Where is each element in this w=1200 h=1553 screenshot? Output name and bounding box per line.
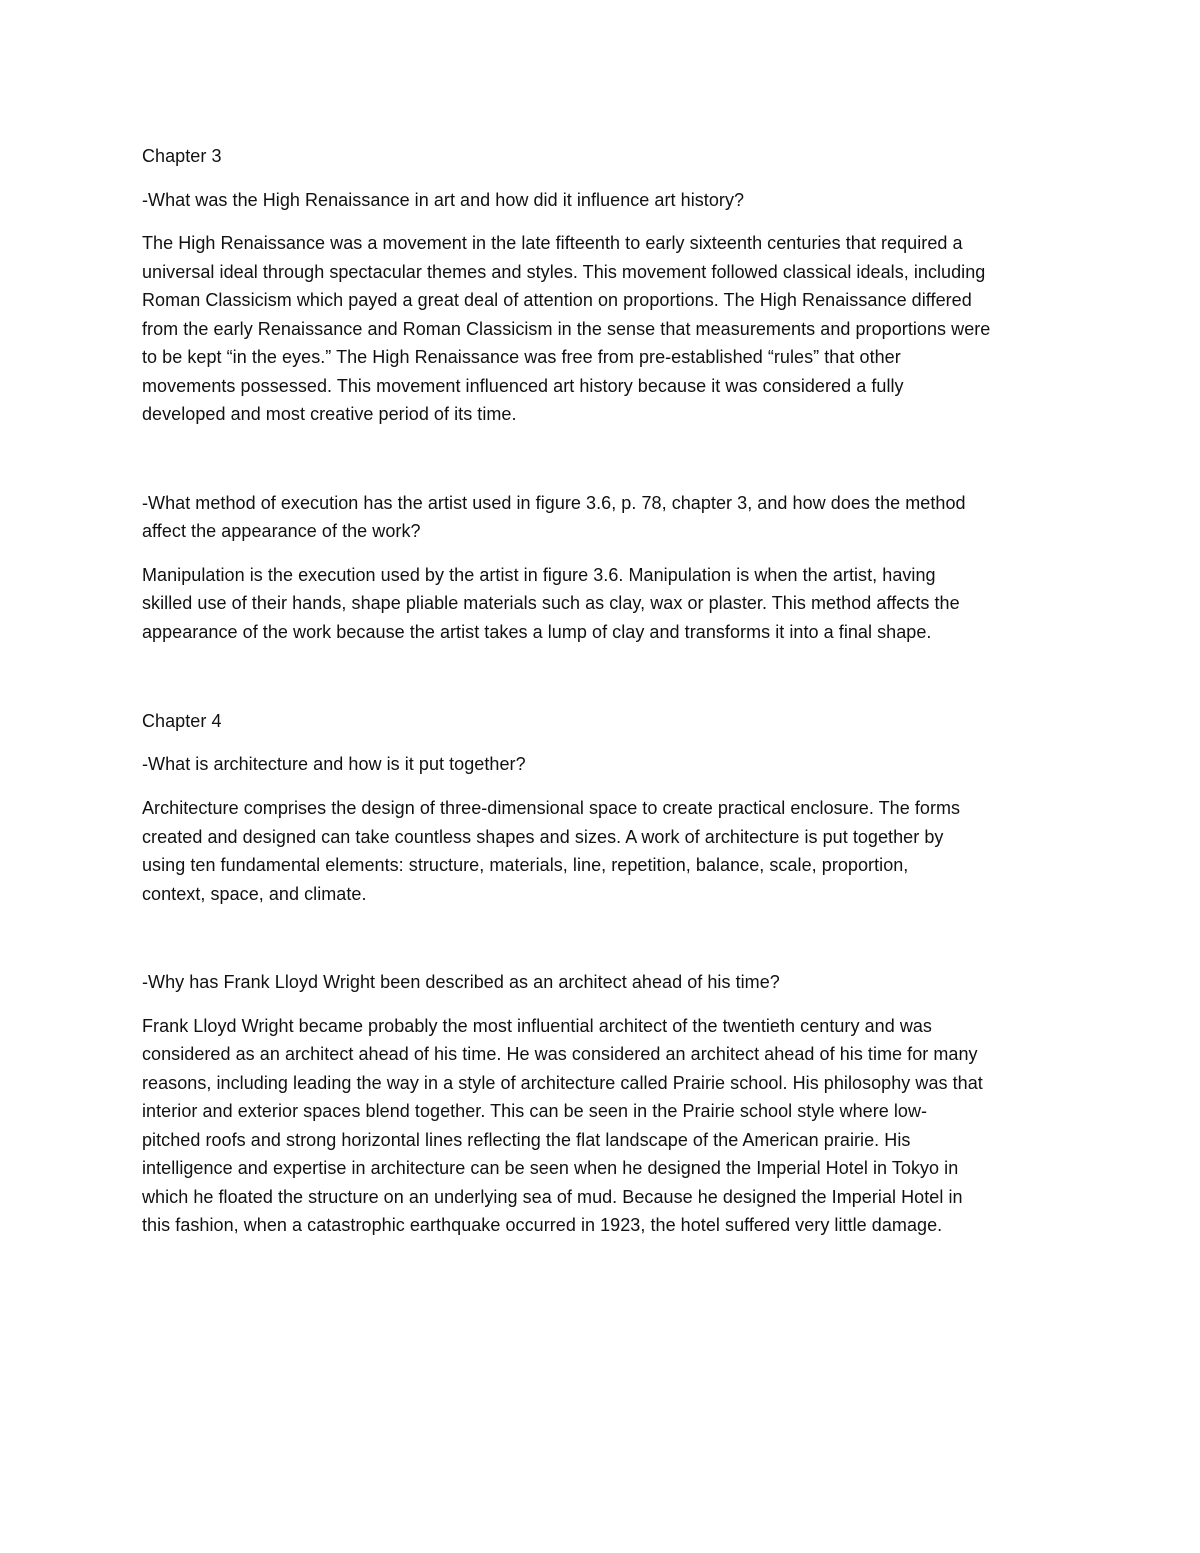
answer-line: skilled use of their hands, shape pliable materials such as clay, wax or plaster. This method affects the bbox=[142, 593, 960, 613]
answer-line: interior and exterior spaces blend together. This can be seen in the Prairie school style where low- bbox=[142, 1101, 928, 1121]
answer-line: appearance of the work because the artist takes a lump of clay and transforms it into a final shape. bbox=[142, 622, 932, 642]
answer-line: developed and most creative period of its time. bbox=[142, 404, 517, 424]
chapter-4-heading: Chapter 4 bbox=[142, 711, 222, 731]
question-frank-lloyd-wright: -Why has Frank Lloyd Wright been described as an architect ahead of his time? bbox=[142, 972, 780, 992]
answer-line: created and designed can take countless shapes and sizes. A work of architecture is put together by bbox=[142, 827, 944, 847]
answer-line: The High Renaissance was a movement in the late fifteenth to early sixteenth centuries that required a bbox=[142, 233, 963, 253]
answer-line: which he floated the structure on an underlying sea of mud. Because he designed the Imperial Hotel in bbox=[142, 1187, 963, 1207]
answer-line: Roman Classicism which payed a great deal of attention on proportions. The High Renaissance differed bbox=[142, 290, 972, 310]
answer-line: to be kept “in the eyes.” The High Renaissance was free from pre-established “rules” that other bbox=[142, 347, 901, 367]
answer-line: universal ideal through spectacular themes and styles. This movement followed classical ideals, including bbox=[142, 262, 986, 282]
answer-line: Architecture comprises the design of three-dimensional space to create practical enclosure. The forms bbox=[142, 798, 961, 818]
question-method-of-execution: -What method of execution has the artist used in figure 3.6, p. 78, chapter 3, and how does the method bbox=[142, 493, 966, 513]
answer-line: this fashion, when a catastrophic earthquake occurred in 1923, the hotel suffered very little damage. bbox=[142, 1215, 943, 1235]
answer-line: context, space, and climate. bbox=[142, 884, 367, 904]
answer-line: intelligence and expertise in architecture can be seen when he designed the Imperial Hotel in Tokyo in bbox=[142, 1158, 959, 1178]
answer-line: considered as an architect ahead of his time. He was considered an architect ahead of his time for many bbox=[142, 1044, 978, 1064]
answer-line: movements possessed. This movement influenced art history because it was considered a fully bbox=[142, 376, 904, 396]
answer-line: pitched roofs and strong horizontal lines reflecting the flat landscape of the American prairie. His bbox=[142, 1130, 911, 1150]
question-architecture: -What is architecture and how is it put together? bbox=[142, 754, 526, 774]
question-high-renaissance: -What was the High Renaissance in art and how did it influence art history? bbox=[142, 190, 745, 210]
question-method-of-execution: affect the appearance of the work? bbox=[142, 521, 421, 541]
answer-line: from the early Renaissance and Roman Classicism in the sense that measurements and proportions were bbox=[142, 319, 991, 339]
chapter-3-heading: Chapter 3 bbox=[142, 146, 222, 166]
answer-line: Manipulation is the execution used by the artist in figure 3.6. Manipulation is when the artist, having bbox=[142, 565, 936, 585]
answer-line: using ten fundamental elements: structure, materials, line, repetition, balance, scale, proportion, bbox=[142, 855, 909, 875]
answer-line: reasons, including leading the way in a style of architecture called Prairie school. His philosophy was that bbox=[142, 1073, 983, 1093]
answer-line: Frank Lloyd Wright became probably the most influential architect of the twentieth century and was bbox=[142, 1016, 932, 1036]
